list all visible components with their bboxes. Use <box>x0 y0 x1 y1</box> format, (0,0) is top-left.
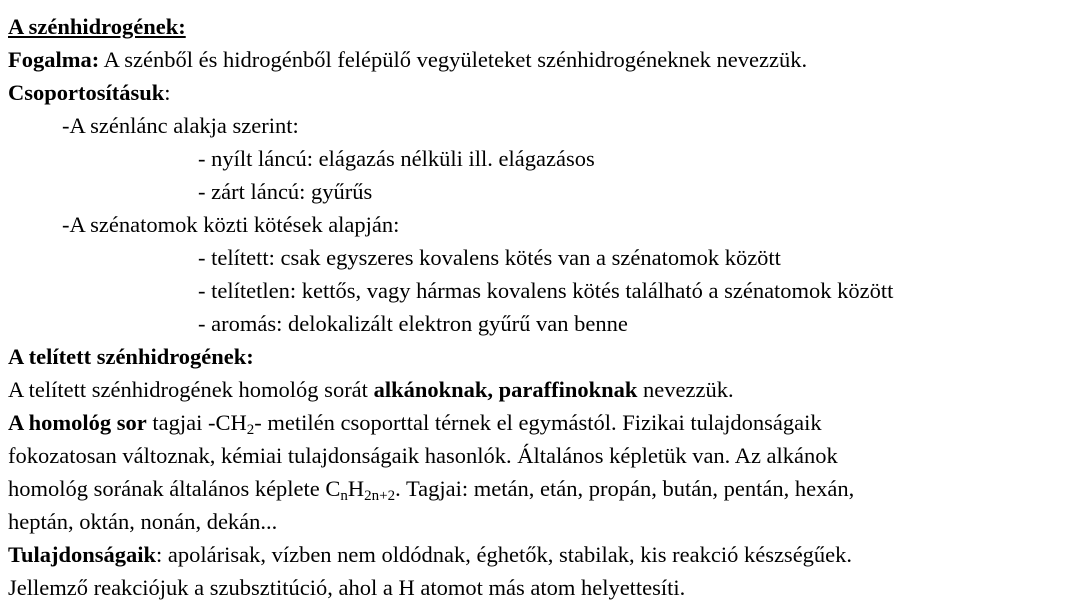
bond-aromatic-item: - aromás: delokalizált elektron gyűrű van benne <box>198 311 628 336</box>
chain-closed-item: - zárt láncú: gyűrűs <box>198 179 373 204</box>
alkane-text-post: nevezzük. <box>637 377 734 402</box>
homolog-text-pre: tagjai -CH <box>146 410 247 435</box>
document-title: A szénhidrogének: <box>8 14 186 39</box>
bond-saturated-item: - telített: csak egyszeres kovalens kötés van a szénatomok között <box>198 245 781 270</box>
alkane-definition-line <box>8 373 734 406</box>
properties-text: : apolárisak, vízben nem oldódnak, éghetők, stabilak, kis reakció készségűek. <box>156 542 853 567</box>
grouping-heading-line <box>8 76 171 109</box>
definition-label: Fogalma: <box>8 47 100 72</box>
homolog-label: A homológ sor <box>8 410 147 435</box>
formula-subscript-n: n <box>340 488 348 504</box>
properties-line <box>8 538 852 571</box>
definition-line <box>8 43 807 76</box>
reaction-line: Jellemző reakciójuk a szubsztitúció, ahol a H atomot más atom helyettesíti. <box>8 575 686 600</box>
saturated-heading: A telített szénhidrogének: <box>8 344 254 369</box>
properties-change-line: fokozatosan változnak, kémiai tulajdonságaik hasonlók. Általános képletük van. Az alkánok <box>8 443 838 468</box>
ch2-subscript: 2 <box>246 422 255 438</box>
members-line: heptán, oktán, nonán, dekán... <box>8 509 278 534</box>
formula-text-pre: homológ sorának általános képlete C <box>8 476 341 501</box>
homolog-text-post: - metilén csoporttal térnek el egymástól. Fizikai tulajdonságaik <box>254 410 822 435</box>
homolog-line <box>8 406 822 439</box>
formula-text-post: . Tagjai: metán, etán, propán, bután, pentán, hexán, <box>395 476 855 501</box>
bond-type-heading: -A szénatomok közti kötések alapján: <box>62 212 400 237</box>
general-formula-line <box>8 472 854 505</box>
formula-hydrogen: H <box>347 476 365 501</box>
chain-open-item: - nyílt láncú: elágazás nélküli ill. elágazásos <box>198 146 595 171</box>
grouping-colon: : <box>164 80 171 105</box>
grouping-label: Csoportosításuk <box>8 80 165 105</box>
alkane-names: alkánoknak, paraffinoknak <box>373 377 638 402</box>
definition-text: A szénből és hidrogénből felépülő vegyületeket szénhidrogéneknek nevezzük. <box>99 47 808 72</box>
formula-subscript-2n2: 2n+2 <box>364 488 396 504</box>
alkane-text-pre: A telített szénhidrogének homológ sorát <box>8 377 374 402</box>
properties-label: Tulajdonságaik <box>8 542 156 567</box>
bond-unsaturated-item: - telítetlen: kettős, vagy hármas kovalens kötés található a szénatomok között <box>198 278 894 303</box>
chain-shape-heading: -A szénlánc alakja szerint: <box>62 113 299 138</box>
